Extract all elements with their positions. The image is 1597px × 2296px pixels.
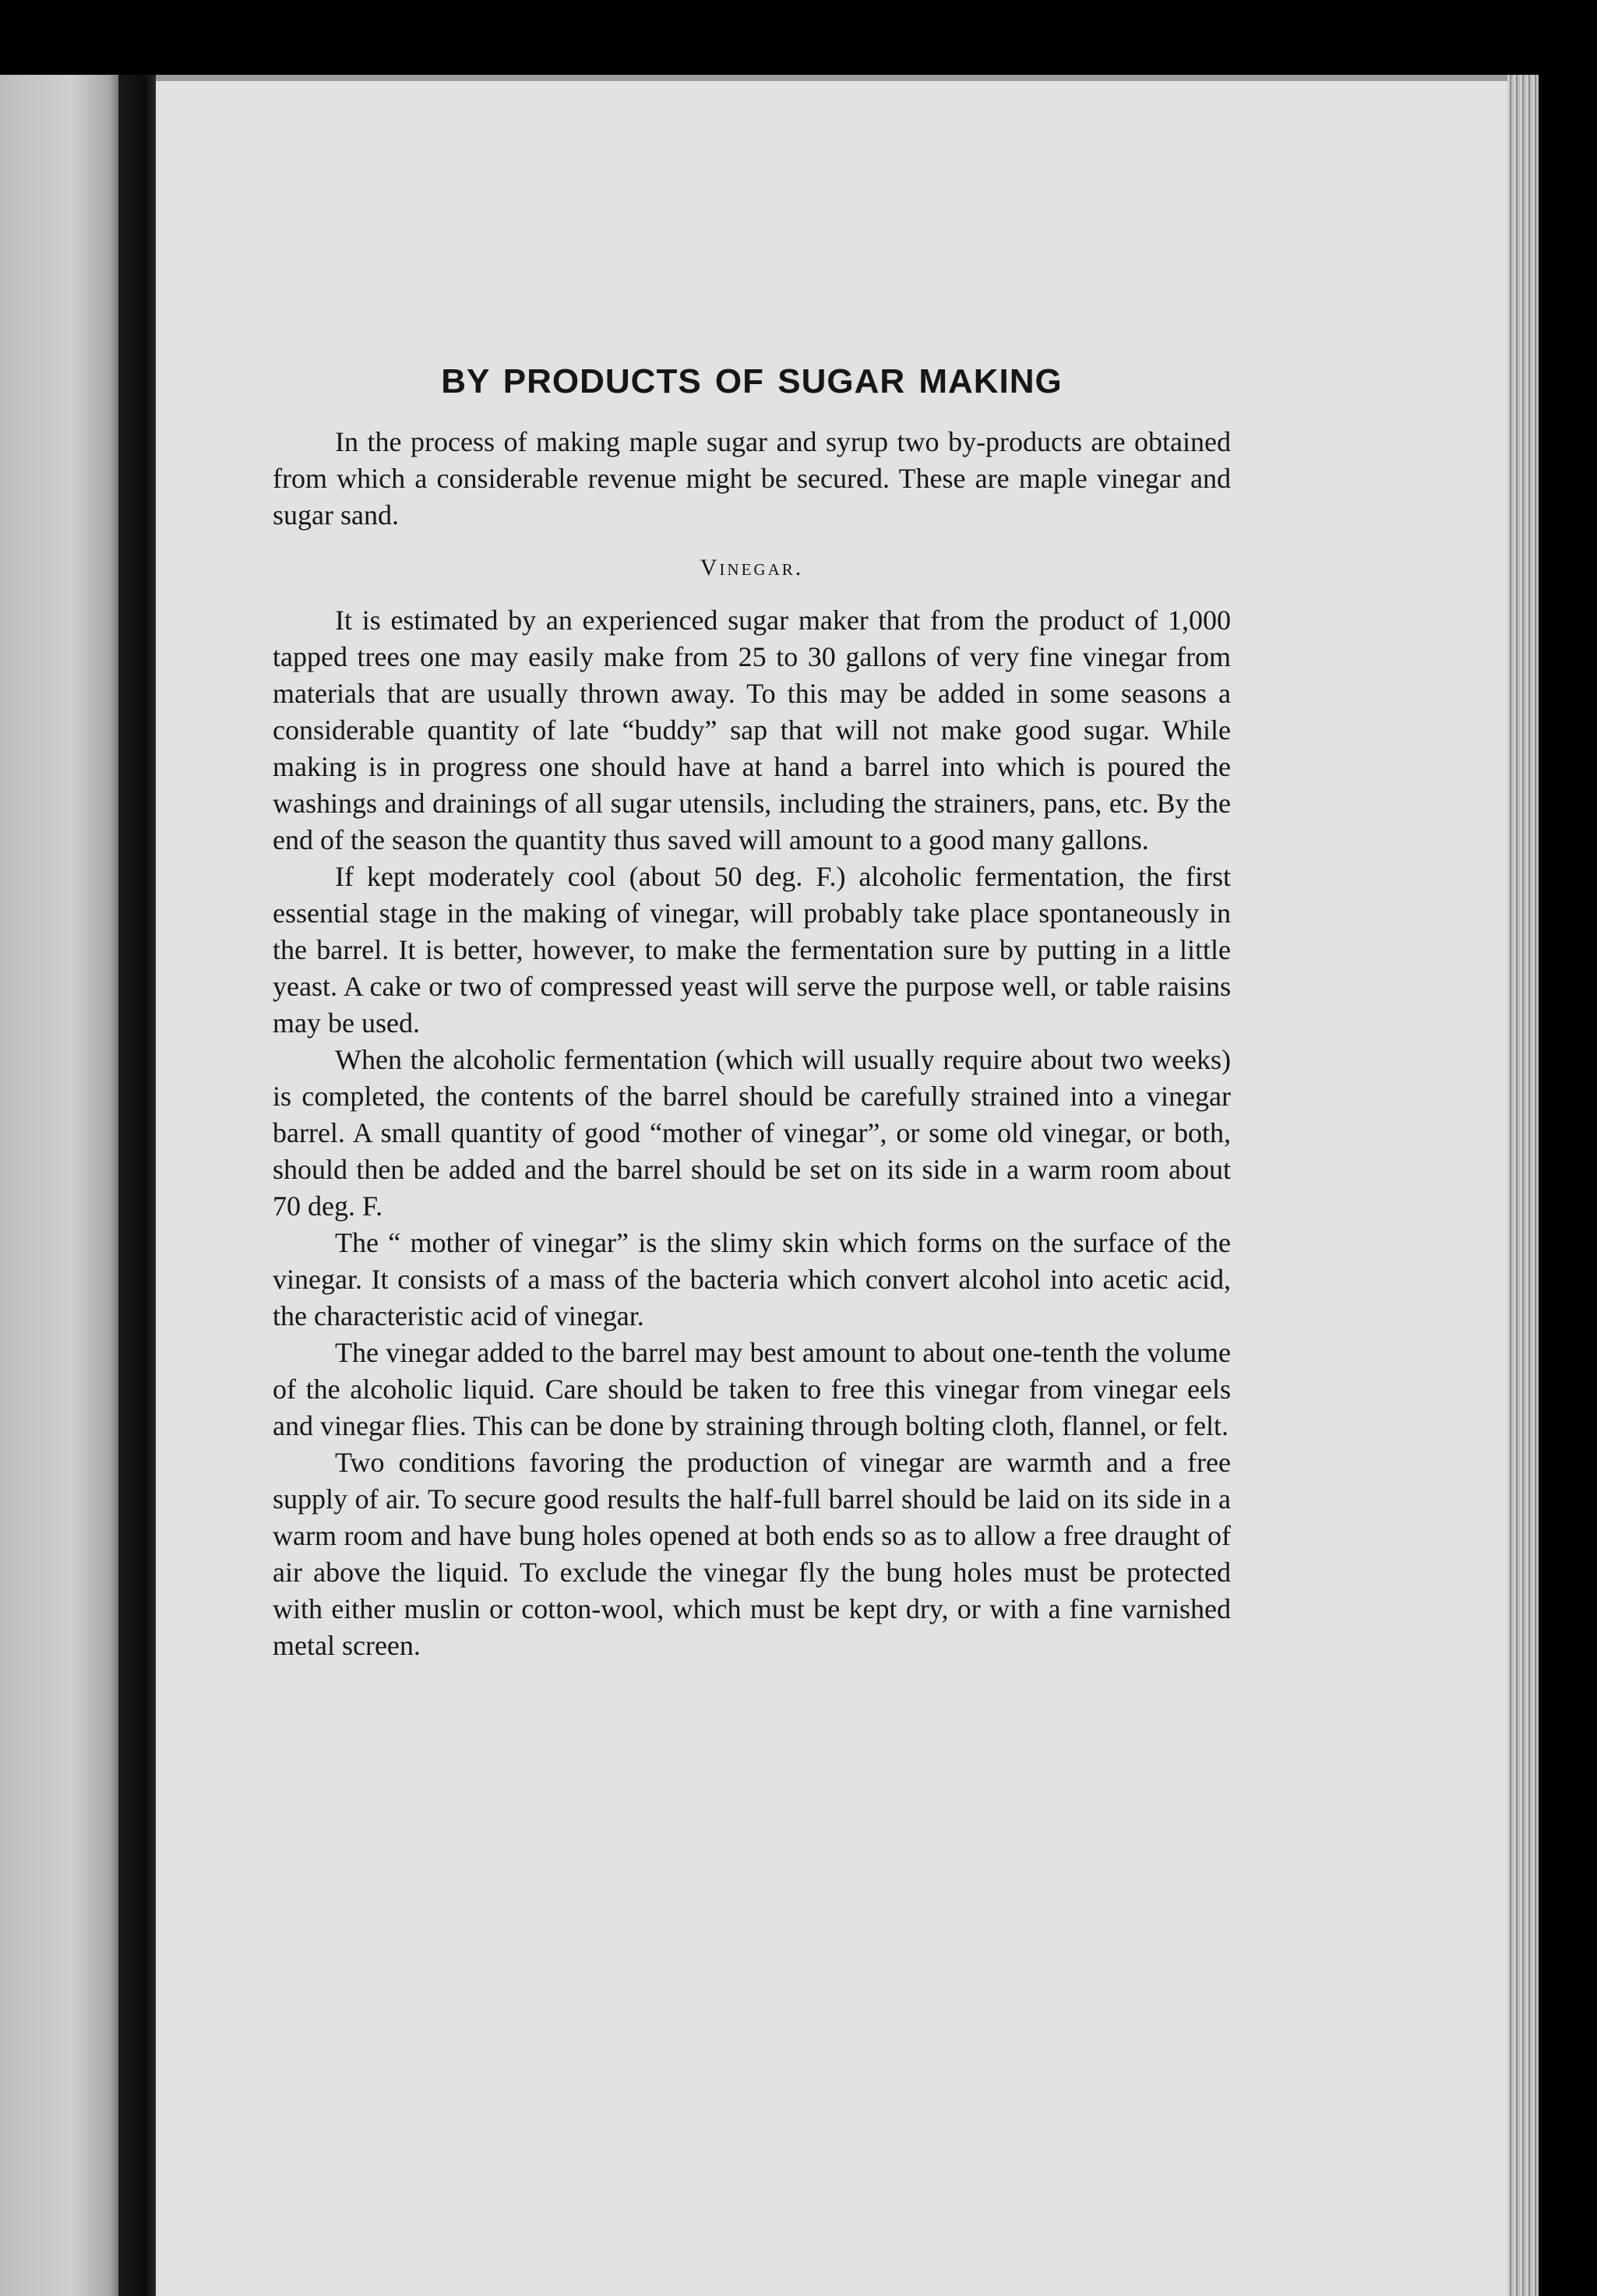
section-heading: Vinegar. <box>700 555 804 580</box>
page-title: BY PRODUCTS OF SUGAR MAKING <box>441 362 1063 400</box>
book-gutter <box>118 75 156 2296</box>
right-page-edge <box>1507 75 1539 2296</box>
left-page-edge <box>0 75 118 2296</box>
paragraph: It is estimated by an experienced sugar maker that from the product of 1,000 tapped trees one may easily make from 25 to 30 gallons of very fine vinegar from materials that are usually thrown away. To this may be added in some seasons a considerable quantity of late “buddy” sap that will not make good sugar. While making is in progress one should have at hand a barrel into which is poured the washings and drainings of all sugar utensils, including the strainers, pans, etc. By the end of the season the quantity thus saved will amount to a good many gallons. <box>273 605 1231 855</box>
paragraph: If kept moderately cool (about 50 deg. F.) alcoholic fermentation, the first essential stage in the making of vinegar, will probably take place spontaneously in the barrel. It is better, however, to make the fermentation sure by putting in a little yeast. A cake or two of compressed yeast will serve the purpose well, or table raisins may be used. <box>273 861 1231 1039</box>
intro-paragraph: In the process of making maple sugar and syrup two by-products are obtained from which a considerable revenue might be secured. These are maple vinegar and sugar sand. <box>273 426 1231 531</box>
page-top-edge <box>156 75 1539 81</box>
paragraph: When the alcoholic fermentation (which will usually require about two weeks) is completed, the contents of the barrel should be carefully strained into a vinegar barrel. A small quantity of good “mother of vinegar”, or some old vinegar, or both, should then be added and the barrel should be set on its side in a warm room about 70 deg. F. <box>273 1044 1231 1222</box>
page-text <box>273 358 1231 1664</box>
paragraph: The vinegar added to the barrel may best amount to about one-tenth the volume of the alcoholic liquid. Care should be taken to free this vinegar from vinegar eels and vinegar flies. This can be done by straining through bolting cloth, flannel, or felt. <box>273 1337 1231 1441</box>
paragraph: Two conditions favoring the production of vinegar are warmth and a free supply of air. To secure good results the half-full barrel should be laid on its side in a warm room and have bung holes opened at both ends so as to allow a free draught of air above the liquid. To exclude the vinegar fly the bung holes must be protected with either muslin or cotton-wool, which must be kept dry, or with a fine varnished metal screen. <box>273 1447 1231 1661</box>
paragraph: The “ mother of vinegar” is the slimy skin which forms on the surface of the vinegar. It consists of a mass of the bacteria which convert alcohol into acetic acid, the characteristic acid of vinegar. <box>273 1227 1231 1331</box>
